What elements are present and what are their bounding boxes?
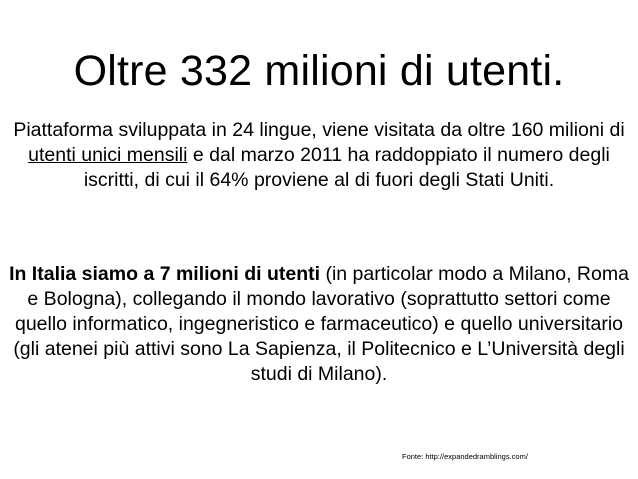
source-citation: Fonte: http://expandedramblings.com/	[402, 452, 528, 461]
paragraph-platform-stats-text-start: Piattaforma sviluppata in 24 lingue, viene visitata da oltre 160 milioni di	[13, 119, 625, 141]
slide-title: Oltre 332 milioni di utenti.	[73, 47, 565, 95]
paragraph-platform-stats	[10, 118, 628, 193]
unique-monthly-users-text: utenti unici mensili	[28, 144, 188, 166]
paragraph-italy-users	[6, 262, 632, 387]
italy-users-highlight: In Italia siamo a 7 milioni di utenti	[9, 263, 321, 285]
paragraph-italy-users-text: (in particolar modo a Milano, Roma e Bologna), collegando il mondo lavorativo (soprattutto settori come quello informatico, ingegneristico e farmaceutico) e quello universitario (gli atenei più attivi sono La Sapienza, il Politecnico e L’Università degli studi di Milano).	[13, 263, 629, 385]
paragraph-platform-stats-text-end: e dal marzo 2011 ha raddoppiato il numero degli iscritti, di cui il 64% proviene al di fuori degli Stati Uniti.	[83, 144, 610, 191]
